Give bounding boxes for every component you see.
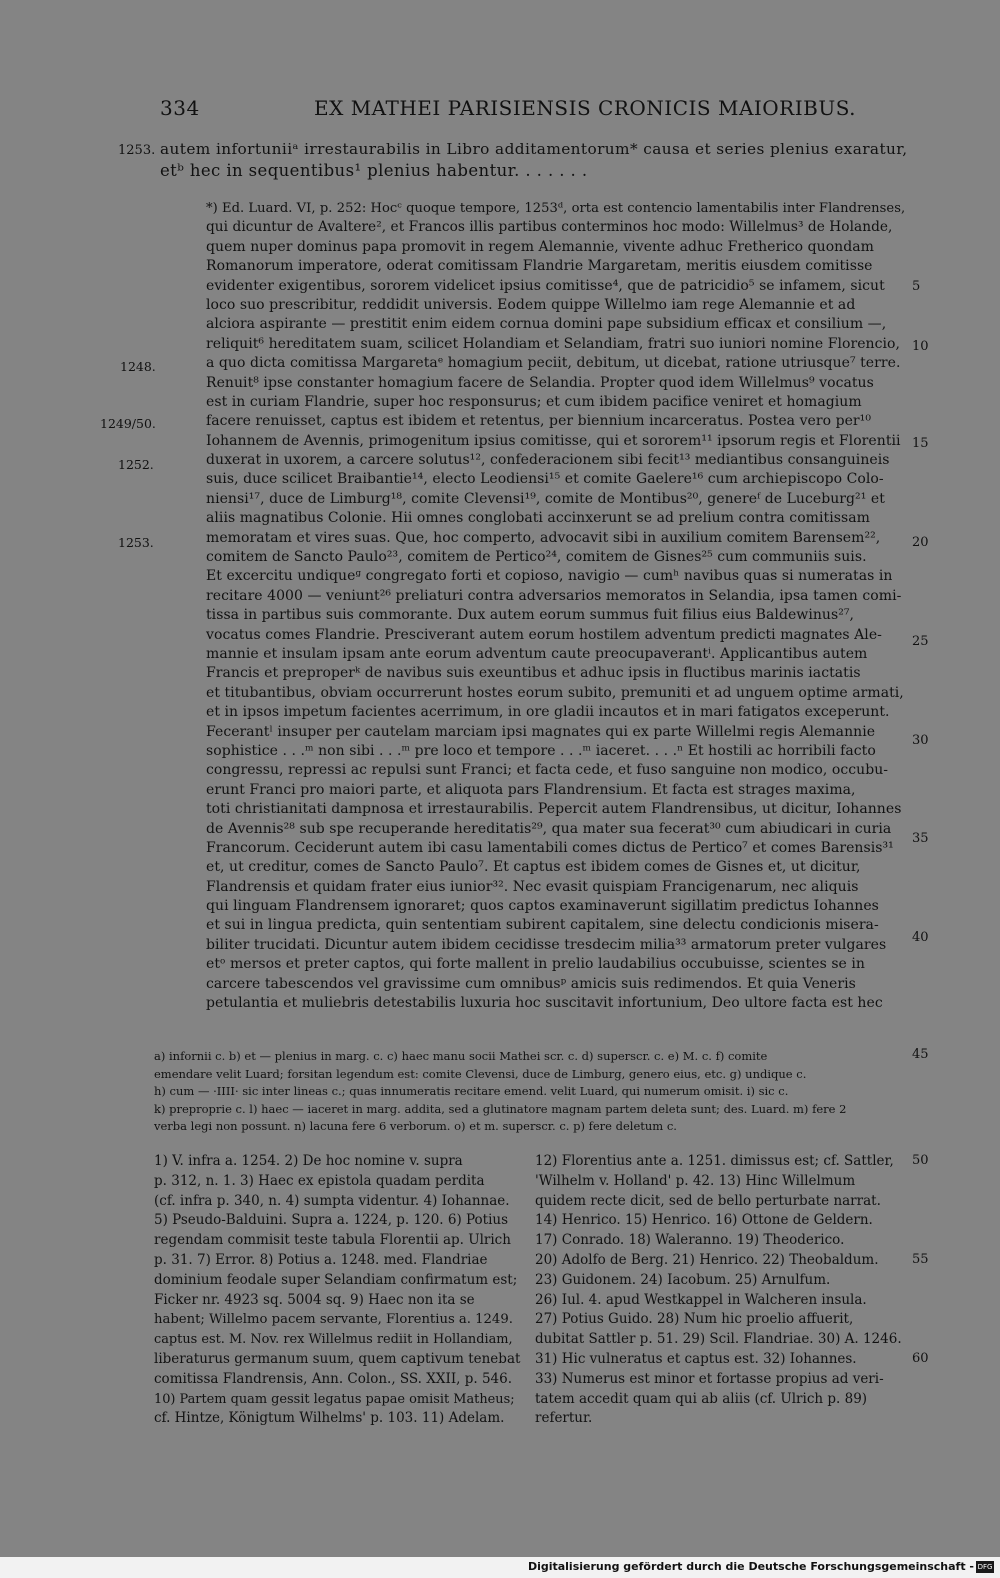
line-number: 5 [912,279,921,294]
line-number: 30 [912,733,929,748]
star-note-line: petulantia et muliebris detestabilis luxuria hoc suscitavit infortunium, Deo ultore facta est hec [206,995,883,1012]
star-note-line: qui dicuntur de Avaltere², et Francos illis partibus conterminos hoc modo: Willelmus³ de Holande, [206,219,893,236]
apparatus-line: h) cum — ·IIII· sic inter lineas c.; quas innumeratis recitare emend. velit Luard, qui numerum omisit. i) sic c. [154,1084,789,1099]
note-line: dominium feodale super Selandiam confirmatum est; [154,1271,518,1288]
star-note-line: Et excercitu undiqueᵍ congregato forti et copioso, navigio — cumʰ navibus quas si numeratas in [206,568,893,585]
critical-apparatus [154,1048,914,1136]
note-line: 12) Florentius ante a. 1251. dimissus est; cf. Sattler, [535,1153,894,1169]
note-line: 23) Guidonem. 24) Iacobum. 25) Arnulfum. [535,1271,831,1288]
star-note-line: qui linguam Flandrensem ignoraret; quos captos examinaverunt sigillatim predictus Iohannes [206,898,879,915]
star-note-line: Francis et preproperᵏ de navibus suis exeuntibus et adhuc ipsis in fluctibus marinis iactatis [206,665,861,682]
note-line: tatem accedit quam qui ab aliis (cf. Ulrich p. 89) [535,1390,868,1407]
star-note-line: Iohannem de Avennis, primogenitum ipsius comitisse, qui et sororem¹¹ ipsorum regis et Florentii [206,432,901,449]
note-line: 33) Numerus est minor et fortasse propius ad veri- [535,1370,884,1387]
star-note-line: biliter trucidati. Dicuntur autem ibidem cecidisse tresdecim milia³³ armatorum preter vulgares [206,936,887,953]
star-note-line: niensi¹⁷, duce de Limburg¹⁸, comite Clevensi¹⁹, comite de Montibus²⁰, genereᶠ de Luceburg²¹ et [206,490,885,507]
line-number: 15 [912,436,929,451]
star-note-line: congressu, repressi ac repulsi sunt Franci; et facta cede, et fuso sanguine non modico, occubu- [206,762,889,779]
note-line: 10) Partem quam gessit legatus papae omisit Matheus; [154,1391,515,1407]
apparatus-line: a) infornii c. b) et — plenius in marg. c. c) haec manu socii Mathei scr. c. d) superscr. c. e) M. c. f) comite [154,1049,768,1063]
star-note-line: memoratam et vires suas. Que, hoc comperto, advocavit sibi in auxilium comitem Barensem²², [206,529,881,546]
star-note-line: de Avennis²⁸ sub spe recuperande hereditatis²⁹, qua mater sua fecerat³⁰ cum abiudicari in curia [206,820,892,837]
notes-left-column [154,1152,520,1429]
dfg-logo-icon: DFG [977,1563,993,1571]
star-note-line: facere renuisset, captus est ibidem et retentus, per biennium incarceratus. Postea vero per¹⁰ [206,413,871,430]
intro-line: autem infortuniiᵃ irrestaurabilis in Libro additamentorum* causa et series plenius exaratur, [160,140,908,158]
note-line: 14) Henrico. 15) Henrico. 16) Ottone de Geldern. [535,1212,873,1229]
line-number: 40 [912,930,929,945]
star-note-line: et, ut creditur, comes de Sancto Paulo⁷. Et captus est ibidem comes de Gisnes et, ut dicitur, [206,859,861,876]
line-number: 25 [912,634,929,649]
star-note-line: Francorum. Ceciderunt autem ibi casu lamentabili comes dictus de Pertico⁷ et comes Barensis³¹ [206,839,894,856]
margin-year: 1248. [120,359,156,374]
star-note-line: evidenter exigentibus, sororem videlicet ipsius comitisse⁴, que de patricidio⁵ se infamem, sicut [206,277,885,294]
star-note-line: et in ipsos impetum facientes acerrimum, in ore gladii incautos et in mari fatigatos exceperunt. [206,704,890,721]
star-note-line: *) Ed. Luard. VI, p. 252: Hocᶜ quoque tempore, 1253ᵈ, orta est contencio lamentabilis inter Flandrenses, [206,201,906,216]
note-line: 17) Conrado. 18) Waleranno. 19) Theoderico. [535,1232,845,1249]
star-note-line: Fecerantˡ insuper per cautelam marciam ipsi magnates qui ex parte Willelmi regis Alemannie [206,723,876,740]
star-note-line: suis, duce scilicet Braibantie¹⁴, electo Leodiensi¹⁵ et comite Gaelere¹⁶ cum archiepiscopo Colo- [206,471,884,488]
page-header [160,96,857,120]
note-line: refertur. [535,1410,593,1427]
star-note-line: est in curiam Flandrie, super hoc responsurus; et cum ibidem pacifice veniret et homagium [206,393,862,410]
line-number: 45 [912,1047,929,1062]
note-line: 27) Potius Guido. 28) Num hic proelio affuerit, [535,1311,854,1328]
footer-credit: Digitalisierung gefördert durch die Deutsche Forschungsgemeinschaft - [527,1560,974,1573]
star-note-line: Renuit⁸ ipse constanter homagium facere de Selandia. Propter quod idem Willelmus⁹ vocatus [206,374,874,391]
star-footnote [206,199,906,1013]
star-note-line: et sui in lingua predicta, quin sententiam subirent capitalem, sine delectu condicionis misera- [206,917,879,934]
star-note-line: aliis magnatibus Colonie. Hii omnes conglobati accinxerunt se ad prelium contra comitissam [206,510,870,527]
star-note-line: erunt Franci pro maiori parte, et aliquota pars Flandrensium. Et facta est strages maxima, [206,781,856,798]
note-line: habent; Willelmo pacem servante, Florentius a. 1249. [154,1312,513,1328]
note-line: 5) Pseudo-Balduini. Supra a. 1224, p. 120. 6) Potius [154,1212,509,1229]
margin-year: 1253. [118,535,154,550]
star-note-line: mannie et insulam ipsam ante eorum adventum caute preocupaverantⁱ. Applicantibus autem [206,645,868,662]
star-note-line: etᵒ mersos et preter captos, qui forte mallent in prelio laudabilius occubuisse, scientes se in [206,956,865,973]
star-note-line: loco suo prescribitur, reddidit universis. Eodem quippe Willelmo iam rege Alemannie et ad [206,296,856,313]
note-line: p. 31. 7) Error. 8) Potius a. 1248. med. Flandriae [154,1251,488,1268]
star-note-line: alciora aspirante — prestitit enim eidem cornua domini pape subsidium efficax et consilium —, [206,316,887,333]
star-note-line: et titubantibus, obviam occurrerunt hostes eorum subito, premuniti et ad unguem optime armati, [206,684,904,701]
line-number: 55 [912,1252,929,1267]
star-note-line: Romanorum imperatore, oderat comitissam Flandrie Margaretam, meritis eiusdem comitisse [206,258,873,275]
page-number: 334 [160,96,200,120]
star-note-line: vocatus comes Flandrie. Presciverant autem eorum hostilem adventum predicti magnates Ale- [206,626,882,643]
notes-right-column [535,1152,910,1429]
note-line: captus est. M. Nov. rex Willelmus rediit in Hollandiam, [154,1332,513,1348]
apparatus-line: verba legi non possunt. n) lacuna fere 6 verborum. o) et m. superscr. c. p) fere deletum c. [154,1119,677,1134]
note-line: cf. Hintze, Königtum Wilhelms' p. 103. 11) Adelam. [154,1410,505,1427]
star-note-line: sophistice . . .ᵐ non sibi . . .ᵐ pre loco et tempore . . .ᵐ iaceret. . . .ⁿ Et hostili ac horribili facto [206,742,876,759]
note-line: (cf. infra p. 340, n. 4) sumpta videntur. 4) Iohannae. [154,1192,510,1209]
note-line: regendam commisit teste tabula Florentii ap. Ulrich [154,1232,511,1249]
star-note-line: toti christianitati dampnosa et irrestaurabilis. Pepercit autem Flandrensibus, ut dicitur, Iohannes [206,801,902,818]
line-number: 35 [912,831,929,846]
note-line: 31) Hic vulneratus et captus est. 32) Iohannes. [535,1350,857,1367]
intro-year: 1253. [118,143,156,158]
star-note-line: tissa in partibus suis commorante. Dux autem eorum summus fuit filius eius Baldewinus²⁷, [206,607,855,624]
note-line: quidem recte dicit, sed de bello perturbate narrat. [535,1192,881,1209]
star-note-line: Flandrensis et quidam frater eius iunior³². Nec evasit quispiam Francigenarum, nec aliquis [206,878,859,895]
note-line: 26) Iul. 4. apud Westkappel in Walcheren insula. [535,1291,867,1308]
apparatus-line: k) preproprie c. l) haec — iaceret in marg. addita, sed a glutinatore magnam partem deleta sunt; des. Luard. m) fere 2 [154,1101,847,1116]
apparatus-line: emendare velit Luard; forsitan legendum est: comite Clevensi, duce de Limburg, genero eius, etc. g) undique c. [154,1066,807,1081]
line-number: 50 [912,1153,929,1168]
note-line: comitissa Flandrensis, Ann. Colon., SS. XXII, p. 546. [154,1370,513,1387]
star-note-line: a quo dicta comitissa Margaretaᵉ homagium peciit, debitum, ut dicebat, ratione utriusque⁷ terre. [206,355,901,372]
note-line: 1) V. infra a. 1254. 2) De hoc nomine v. supra [154,1153,463,1169]
star-note-line: recitare 4000 — veniunt²⁶ preliaturi contra adversarios memoratos in Selandia, ipsa tamen comi- [206,587,902,604]
note-line: 'Wilhelm v. Holland' p. 42. 13) Hinc Willelmum [535,1172,856,1189]
running-title: EX MATHEI PARISIENSIS CRONICIS MAIORIBUS. [314,96,857,120]
note-line: dubitat Sattler p. 51. 29) Scil. Flandriae. 30) A. 1246. [535,1331,902,1348]
line-number: 10 [912,339,929,354]
star-note-line: quem nuper dominus papa promovit in regem Alemannie, vivente adhuc Fretherico quondam [206,238,874,255]
intro-lines [160,138,920,182]
star-note-line: reliquit⁶ hereditatem suam, scilicet Holandiam et Selandiam, fratri suo iuniori nomine Florencio, [206,335,901,352]
line-number: 60 [912,1351,929,1366]
star-note-line: duxerat in uxorem, a carcere solutus¹², confederacionem sibi fecit¹³ mediantibus consanguineis [206,452,890,469]
star-note-line: comitem de Sancto Paulo²³, comitem de Pertico²⁴, comitem de Gisnes²⁵ cum communiis suis. [206,549,867,566]
intro-line: etᵇ hec in sequentibus¹ plenius habentur. . . . . . . [160,161,588,180]
margin-year: 1249/50. [100,416,156,431]
note-line: p. 312, n. 1. 3) Haec ex epistola quadam perdita [154,1172,485,1189]
note-line: liberaturus germanum suum, quem captivum tenebat [154,1350,521,1367]
footer-bar [0,1557,1000,1578]
margin-year: 1252. [118,457,154,472]
note-line: Ficker nr. 4923 sq. 5004 sq. 9) Haec non ita se [154,1291,475,1308]
line-number: 20 [912,535,929,550]
note-line: 20) Adolfo de Berg. 21) Henrico. 22) Theobaldum. [535,1251,879,1268]
star-note-line: carcere tabescendos vel gravissime cum omnibusᵖ amicis suis redimendos. Et quia Veneris [206,975,856,992]
